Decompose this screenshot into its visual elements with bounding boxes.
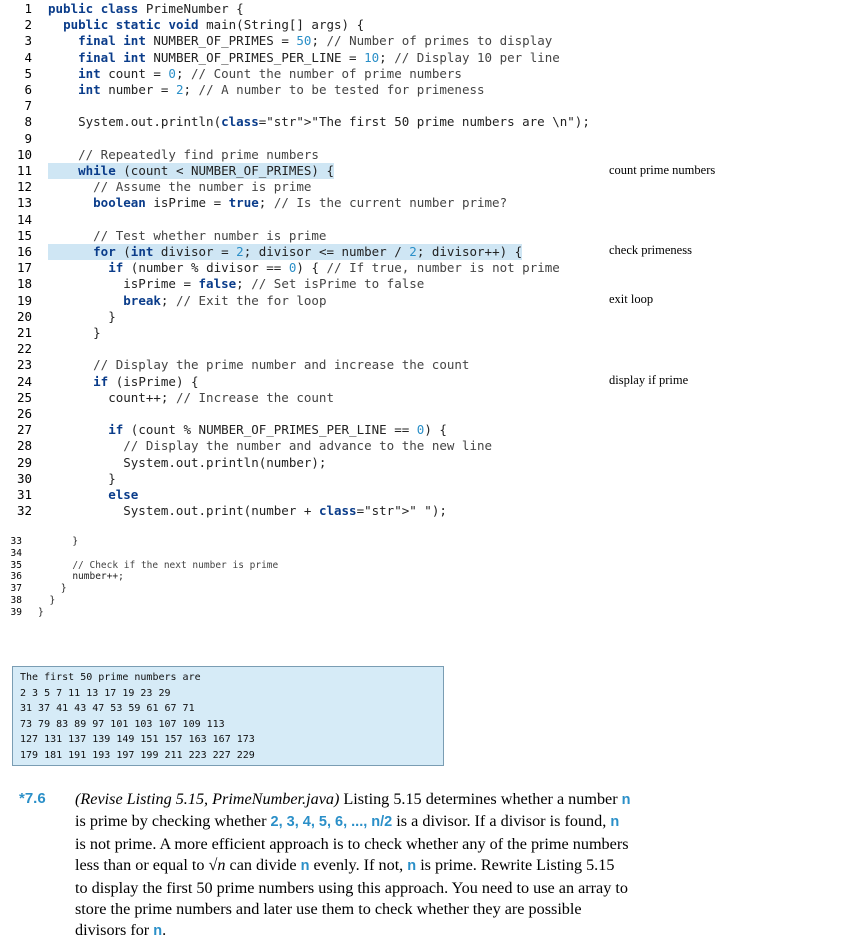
line-number: 37 xyxy=(10,583,22,595)
output-line: The first 50 prime numbers are xyxy=(20,672,201,683)
code-line: // Assume the number is prime xyxy=(93,179,312,195)
code-line: if (number % divisor == 0) { // If true, number is not prime xyxy=(108,260,560,276)
code-line: if (count % NUMBER_OF_PRIMES_PER_LINE == 0) { xyxy=(108,422,447,438)
line-number: 1 xyxy=(24,1,32,16)
annotation-display-if-prime: display if prime xyxy=(609,373,689,387)
code-line: final int NUMBER_OF_PRIMES_PER_LINE = 10; // Display 10 per line xyxy=(78,49,560,65)
code-line: if (isPrime) { xyxy=(93,373,199,389)
exercise-t2: is prime by checking whether xyxy=(75,812,271,831)
line-number: 28 xyxy=(16,438,32,454)
line-number: 38 xyxy=(10,595,22,606)
exercise-n2: n xyxy=(610,814,620,831)
code-line: number++; xyxy=(38,571,124,583)
line-number: 23 xyxy=(16,357,32,373)
code-line: boolean isPrime = true; // Is the current number prime? xyxy=(93,195,508,211)
exercise-n3: n xyxy=(300,858,310,875)
line-number: 29 xyxy=(16,454,32,470)
exercise-t7: is prime. Rewrite Listing 5.15 to display the first 50 prime numbers using this approach. You need to use an array to store the prime numbers and later use them to check whether they are possible divisors for xyxy=(75,856,628,940)
line-number: 13 xyxy=(16,195,32,211)
output-line: 31 37 41 43 47 53 59 61 67 71 xyxy=(20,703,195,714)
line-number: 9 xyxy=(24,130,32,146)
line-number: 5 xyxy=(24,65,32,81)
program-output xyxy=(12,666,444,766)
exercise-t4: is not prime. A more efficient approach is to check whether any of the prime numbers less than or equal to xyxy=(75,834,629,875)
exercise-n4: n xyxy=(407,858,417,875)
annotation-check-primeness: check primeness xyxy=(609,243,692,257)
exercise-t5: can divide xyxy=(225,856,301,875)
line-number: 7 xyxy=(24,98,32,114)
line-number: 4 xyxy=(24,49,32,65)
exercise-text xyxy=(75,789,631,943)
code-line: while (count < NUMBER_OF_PRIMES) { xyxy=(48,163,334,179)
output-line: 2 3 5 7 11 13 17 19 23 29 xyxy=(20,687,171,699)
exercise-divisors: 2, 3, 4, 5, 6, ..., n/2 xyxy=(270,814,393,831)
exercise-t6: evenly. If not, xyxy=(309,856,408,875)
line-number: 22 xyxy=(16,341,32,357)
code-line: } xyxy=(38,583,67,595)
line-number: 21 xyxy=(16,325,32,340)
code-line: public static void main(String[] args) { xyxy=(63,17,365,33)
line-number: 36 xyxy=(10,571,22,583)
code-line: System.out.print(number + class="str">" "); xyxy=(48,503,447,519)
code-line: isPrime = false; // Set isPrime to false xyxy=(48,276,425,292)
code-line: } xyxy=(48,325,101,340)
exercise-t3: is a divisor. If a divisor is found, xyxy=(392,812,611,831)
exercise-n1: n xyxy=(621,792,631,808)
code-line: } xyxy=(48,470,116,486)
line-number: 34 xyxy=(10,547,22,559)
code-line: else xyxy=(108,487,139,502)
line-number: 30 xyxy=(16,470,32,486)
code-line: int number = 2; // A number to be tested for primeness xyxy=(78,82,485,97)
line-number: 10 xyxy=(16,146,32,162)
code-line: // Repeatedly find prime numbers xyxy=(78,146,319,162)
line-number: 39 xyxy=(10,606,22,618)
line-number: 33 xyxy=(10,536,22,547)
line-number: 32 xyxy=(16,503,32,519)
output-line: 179 181 191 193 197 199 211 223 227 229 xyxy=(20,749,255,761)
line-number: 20 xyxy=(16,308,32,324)
line-number: 6 xyxy=(24,82,32,97)
line-number: 3 xyxy=(24,33,32,49)
code-line: public class PrimeNumber { xyxy=(48,1,244,16)
code-line: System.out.println(class="str">"The first 50 prime numbers are \n"); xyxy=(48,114,590,130)
line-number: 12 xyxy=(16,179,32,195)
line-number: 14 xyxy=(16,211,32,227)
code-line: // Test whether number is prime xyxy=(93,227,327,243)
code-line: System.out.println(number); xyxy=(48,454,327,470)
exercise-number: *7.6 xyxy=(19,790,46,807)
output-line: 73 79 83 89 97 101 103 107 109 113 xyxy=(20,718,225,730)
code-line: count++; // Increase the count xyxy=(48,389,334,405)
code-line: } xyxy=(48,308,116,324)
code-line: break; // Exit the for loop xyxy=(123,292,327,308)
code-line: } xyxy=(38,595,56,606)
line-number: 2 xyxy=(24,17,32,33)
exercise-sqrt: √n xyxy=(208,856,226,875)
exercise-t8: . xyxy=(162,921,167,940)
exercise-t1: Listing 5.15 determines whether a number xyxy=(339,790,622,808)
code-line: // Display the number and advance to the new line xyxy=(123,438,493,454)
line-number: 35 xyxy=(10,559,22,571)
line-number: 18 xyxy=(16,276,32,292)
code-line: } xyxy=(38,606,44,618)
line-number: 24 xyxy=(16,373,32,389)
code-line: int count = 0; // Count the number of prime numbers xyxy=(78,65,462,81)
annotation-exit-loop: exit loop xyxy=(609,292,654,306)
line-number: 27 xyxy=(16,422,32,438)
line-number: 15 xyxy=(16,227,32,243)
line-number: 26 xyxy=(16,406,32,421)
annotation-count-primes: count prime numbers xyxy=(609,163,716,177)
code-line: final int NUMBER_OF_PRIMES = 50; // Number of primes to display xyxy=(78,33,553,49)
line-number: 17 xyxy=(16,260,32,276)
exercise-n5: n xyxy=(153,923,163,940)
code-line: } xyxy=(38,536,79,547)
line-number: 16 xyxy=(16,244,32,259)
line-number: 25 xyxy=(16,389,32,405)
exercise-title: (Revise Listing 5.15, PrimeNumber.java) xyxy=(75,790,340,808)
output-line: 127 131 137 139 149 151 157 163 167 173 xyxy=(20,734,255,745)
line-number: 19 xyxy=(16,292,32,308)
code-line: for (int divisor = 2; divisor <= number / 2; divisor++) { xyxy=(48,244,522,260)
line-number: 11 xyxy=(16,163,32,178)
code-line: // Display the prime number and increase the count xyxy=(93,357,470,373)
code-line: // Check if the next number is prime xyxy=(72,559,279,571)
line-number: 8 xyxy=(24,114,32,130)
line-number: 31 xyxy=(16,487,32,502)
